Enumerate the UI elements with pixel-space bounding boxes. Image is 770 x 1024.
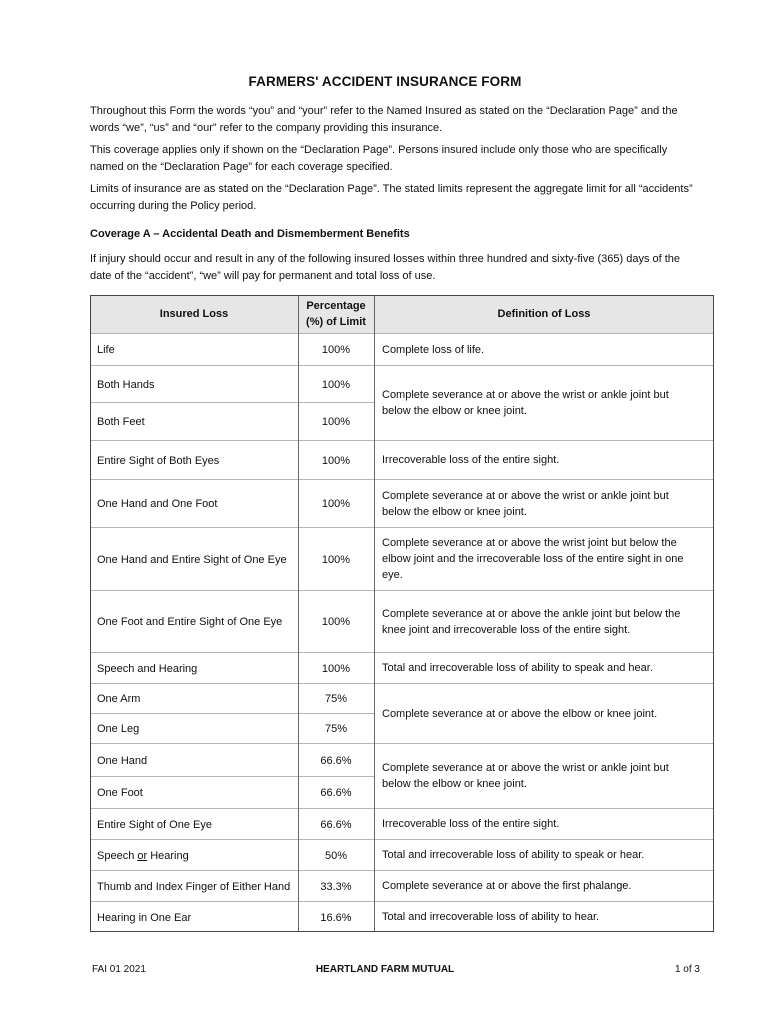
footer-company: HEARTLAND FARM MUTUAL (315, 964, 455, 975)
loss-cell: One Arm (97, 693, 141, 705)
intro-paragraph-limits: Limits of insurance are as stated on the “Declaration Page”. The stated limits represent the aggregate limit for all “accidents” occurring during the Policy period. (90, 183, 693, 212)
loss-cell: Entire Sight of Both Eyes (97, 454, 220, 467)
definition-cell: Complete severance at or above the wrist or ankle joint but below the elbow or knee joint. (374, 480, 714, 527)
loss-cell: Hearing in One Ear (97, 911, 192, 924)
loss-cell: One Foot (97, 787, 143, 799)
percent-cell: 33.3% (320, 880, 352, 893)
intro-paragraph-coverage: This coverage applies only if shown on the “Declaration Page”. Persons insured include only those who are specifically named on the “Declaration Page” for each coverage specified. (90, 144, 668, 173)
definition-cell: Complete severance at or above the wrist or ankle joint but below the elbow or knee joint. (374, 366, 714, 440)
percent-cell: 66.6% (320, 787, 352, 799)
header-percentage: Percentage (%) of Limit (306, 300, 366, 328)
loss-cell: Speech and Hearing (97, 662, 198, 675)
percent-cell: 50% (324, 849, 348, 862)
percent-cell: 66.6% (320, 818, 352, 831)
loss-cell: One Hand and Entire Sight of One Eye (97, 553, 287, 566)
loss-text-pre: Speech (97, 849, 138, 862)
header-insured-loss: Insured Loss (159, 308, 229, 320)
loss-cell: One Hand (97, 754, 148, 767)
definition-cell: Complete severance at or above the ankle joint but below the knee joint and irrecoverable loss of the entire sight. (374, 591, 714, 652)
table-frame (90, 295, 714, 932)
percent-cell: 100% (321, 498, 351, 510)
footer-form-code: FAI 01 2021 (92, 964, 146, 975)
definition-cell: Complete severance at or above the elbow or knee joint. (374, 684, 714, 743)
definition-cell: Complete severance at or above the first phalange. (374, 871, 714, 901)
footer-page-number: 1 of 3 (674, 964, 700, 975)
loss-cell: Both Hands (97, 378, 155, 391)
definition-cell: Total and irrecoverable loss of ability to speak or hear. (374, 840, 714, 870)
loss-cell: Entire Sight of One Eye (97, 818, 212, 831)
percent-cell: 75% (324, 723, 348, 735)
loss-text-underlined: or (137, 849, 148, 862)
insured-loss-table (90, 295, 714, 932)
percent-cell: 100% (321, 344, 351, 356)
loss-cell: Both Feet (97, 416, 145, 428)
definition-cell: Irrecoverable loss of the entire sight. (374, 809, 714, 839)
percent-cell: 100% (321, 553, 351, 566)
percent-cell: 100% (321, 616, 351, 628)
loss-cell: One Leg (97, 723, 140, 735)
definition-cell: Irrecoverable loss of the entire sight. (374, 441, 714, 479)
percent-cell: 16.6% (320, 911, 352, 924)
percent-cell: 100% (321, 662, 351, 675)
percent-cell: 66.6% (320, 754, 352, 767)
definition-cell: Complete severance at or above the wrist or ankle joint but below the elbow or knee joint. (374, 744, 714, 808)
definition-cell: Total and irrecoverable loss of ability to speak and hear. (374, 653, 714, 683)
coverage-a-intro: If injury should occur and result in any of the following insured losses within three hundred and sixty-five (365) days of the date of the “accident”, “we” will pay for permanent and total loss of use. (90, 253, 681, 282)
percent-cell: 100% (321, 378, 351, 391)
loss-cell: One Hand and One Foot (97, 498, 218, 510)
loss-cell: Thumb and Index Finger of Either Hand (97, 880, 291, 893)
definition-cell: Complete severance at or above the wrist joint but below the elbow joint and the irrecoverable loss of the entire sight in one eye. (374, 528, 714, 590)
coverage-a-heading: Coverage A – Accidental Death and Dismemberment Benefits (90, 228, 410, 240)
loss-text-post: Hearing (147, 849, 189, 862)
percent-cell: 100% (321, 416, 351, 428)
loss-cell: Life (97, 344, 115, 356)
definition-cell: Complete loss of life. (374, 334, 714, 365)
definition-cell: Total and irrecoverable loss of ability to hear. (374, 902, 714, 931)
percent-cell: 100% (321, 454, 351, 467)
form-title: FARMERS' ACCIDENT INSURANCE FORM (248, 74, 522, 89)
intro-paragraph-definitions: Throughout this Form the words “you” and “your” refer to the Named Insured as stated on the “Declaration Page” and the words “we”, “us” and “our” refer to the company providing this insurance. (90, 105, 678, 134)
loss-cell: One Foot and Entire Sight of One Eye (97, 616, 283, 628)
percent-cell: 75% (324, 693, 348, 705)
header-definition: Definition of Loss (497, 308, 591, 320)
